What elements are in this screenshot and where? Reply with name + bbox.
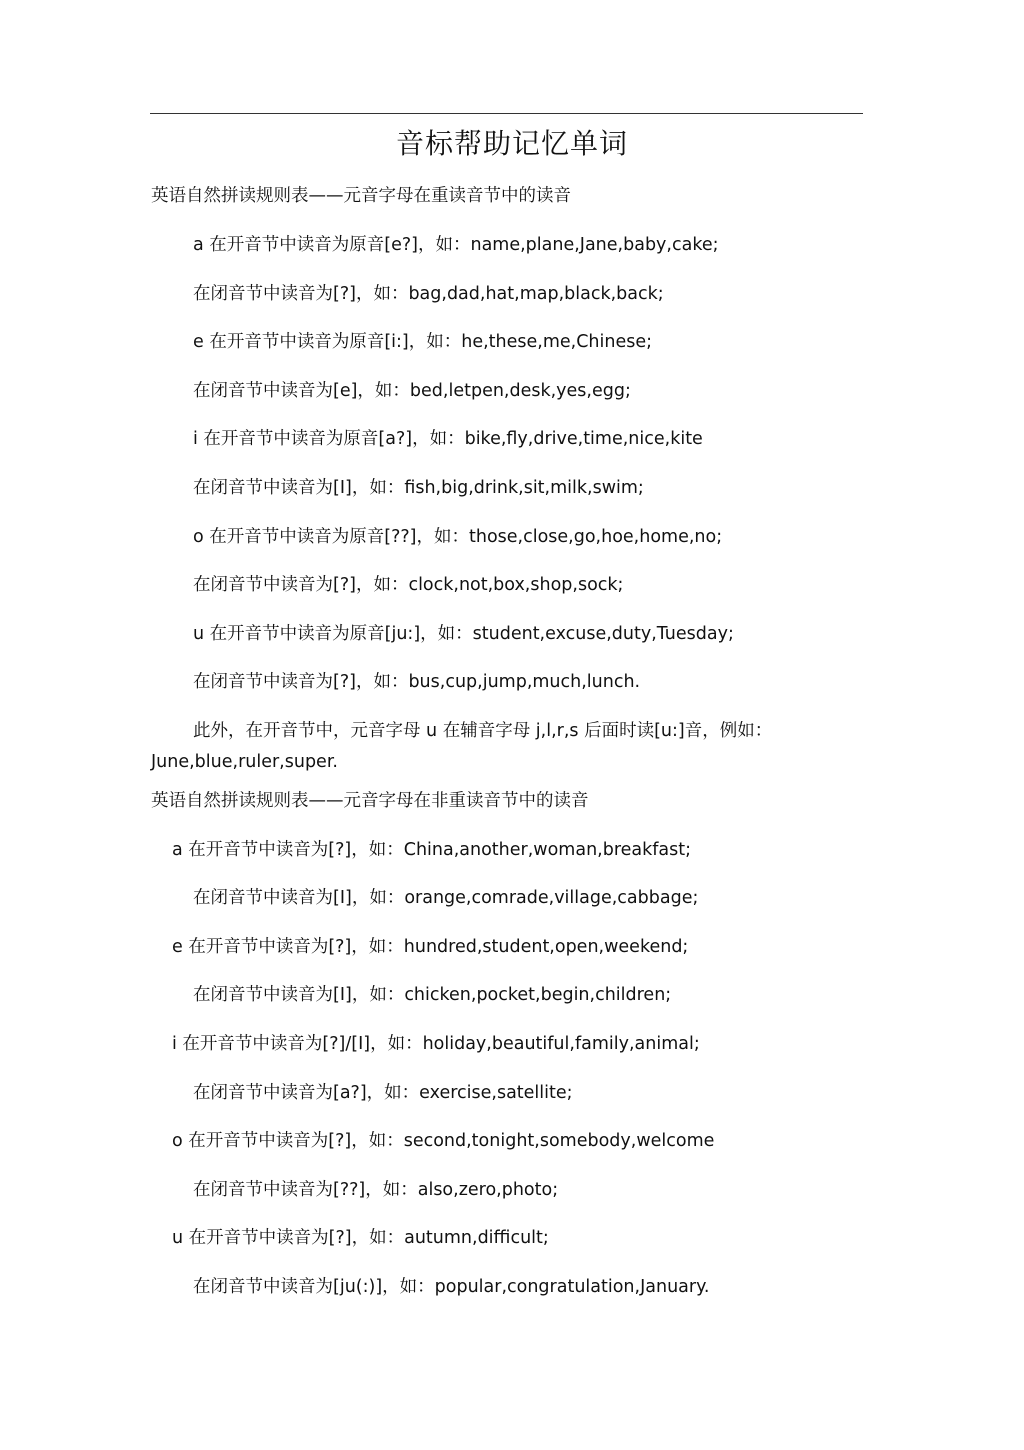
rule-line: 在闭音节中读音为[??]，如：also,zero,photo; xyxy=(193,1180,559,1200)
page-title: 音标帮助记忆单词 xyxy=(395,127,628,160)
note-line: June,blue,ruler,super. xyxy=(151,752,338,772)
rule-line: 在闭音节中读音为[ju(:)]，如：popular,congratulation,January. xyxy=(193,1277,710,1297)
rule-line: a 在开音节中读音为原音[e?]，如：name,plane,Jane,baby,cake; xyxy=(193,235,719,255)
rule-line: e 在开音节中读音为原音[i:]，如：he,these,me,Chinese; xyxy=(193,332,653,352)
rule-line: 在闭音节中读音为[?]，如：bus,cup,jump,much,lunch. xyxy=(193,672,641,692)
rule-line: e 在开音节中读音为[?]，如：hundred,student,open,weekend; xyxy=(172,937,689,957)
rule-line: o 在开音节中读音为原音[??]，如：those,close,go,hoe,home,no; xyxy=(193,527,723,547)
note-line: 此外，在开音节中，元音字母 u 在辅音字母 j,l,r,s 后面时读[u:]音，例如： xyxy=(193,721,773,741)
rule-line: a 在开音节中读音为[?]，如：China,another,woman,breakfast; xyxy=(172,840,692,860)
rule-line: 在闭音节中读音为[e]，如：bed,letpen,desk,yes,egg; xyxy=(193,381,631,401)
rule-line: u 在开音节中读音为[?]，如：autumn,difficult; xyxy=(172,1228,549,1248)
rule-line: i 在开音节中读音为[?]/[I]，如：holiday,beautiful,family,animal; xyxy=(172,1034,700,1054)
section-1-heading: 英语自然拼读规则表——元音字母在重读音节中的读音 xyxy=(151,186,571,206)
rule-line: 在闭音节中读音为[a?]，如：exercise,satellite; xyxy=(193,1083,573,1103)
note-paragraph xyxy=(151,716,851,778)
rule-line: u 在开音节中读音为原音[ju:]，如：student,excuse,duty,Tuesday; xyxy=(193,624,734,644)
rule-line: 在闭音节中读音为[I]，如：chicken,pocket,begin,children; xyxy=(193,985,672,1005)
rule-line: 在闭音节中读音为[I]，如：orange,comrade,village,cabbage; xyxy=(193,888,699,908)
rule-line: o 在开音节中读音为[?]，如：second,tonight,somebody,welcome xyxy=(172,1131,715,1151)
rule-line: 在闭音节中读音为[?]，如：clock,not,box,shop,sock; xyxy=(193,575,624,595)
rule-line: i 在开音节中读音为原音[a?]，如：bike,fly,drive,time,nice,kite xyxy=(193,429,703,449)
header-rule xyxy=(150,113,863,114)
rule-line: 在闭音节中读音为[?]，如：bag,dad,hat,map,black,back; xyxy=(193,284,664,304)
rule-line: 在闭音节中读音为[I]，如：fish,big,drink,sit,milk,swim; xyxy=(193,478,644,498)
section-2-heading: 英语自然拼读规则表——元音字母在非重读音节中的读音 xyxy=(151,791,589,811)
